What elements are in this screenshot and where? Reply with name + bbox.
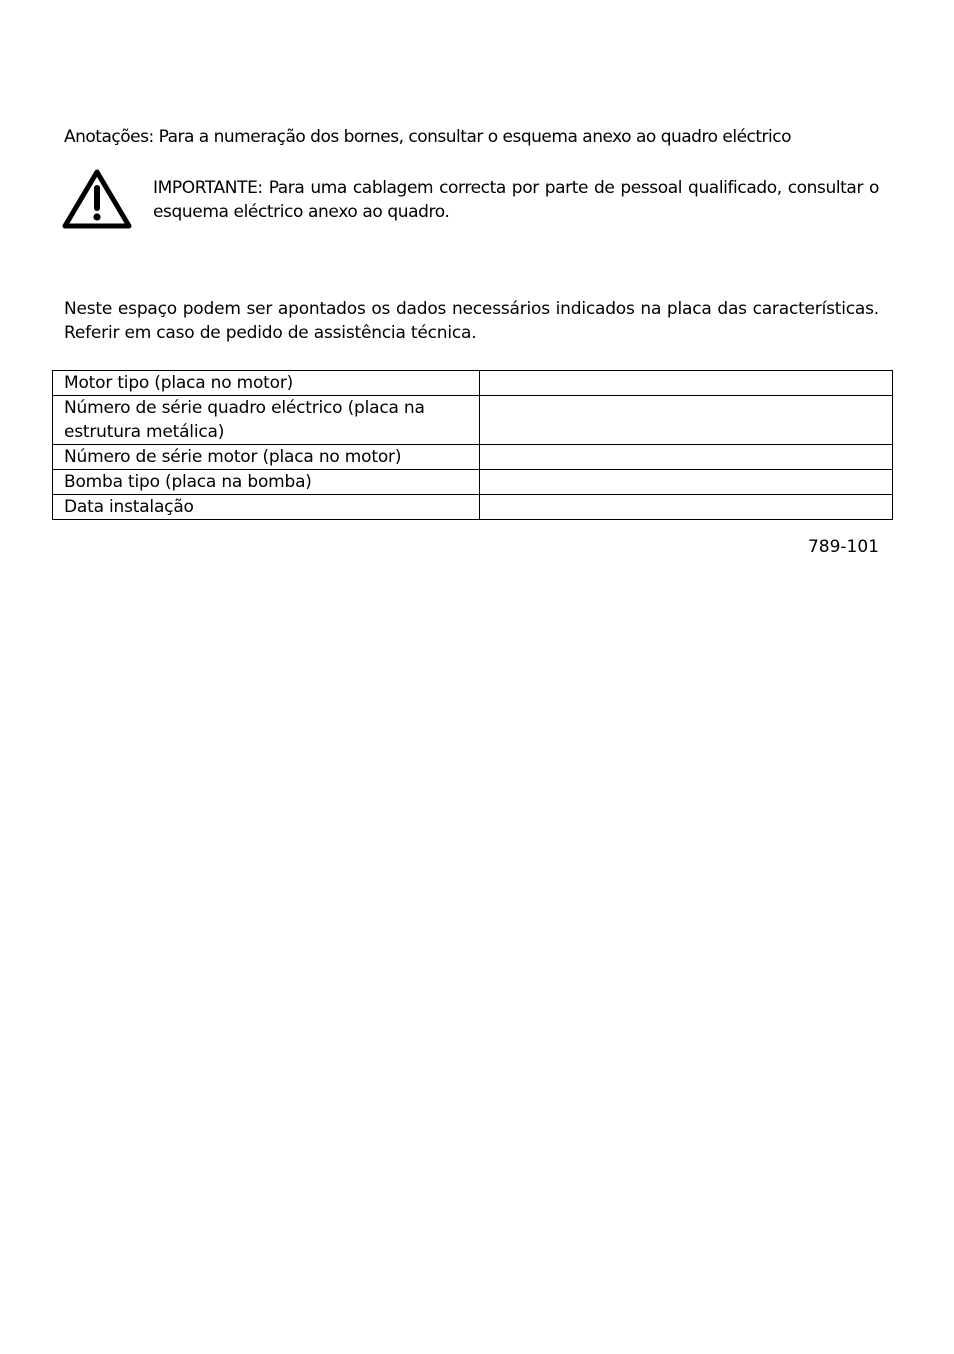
intro-paragraph: Neste espaço podem ser apontados os dados necessários indicados na placa das características. Referir em caso de pedido de assistência técnica.: [64, 299, 879, 343]
row-value-field[interactable]: [480, 371, 893, 396]
row-value-field[interactable]: [480, 396, 893, 445]
warning-triangle-icon: [62, 168, 132, 230]
table-row: [53, 470, 893, 495]
annotation-note: Anotações: Para a numeração dos bornes, consultar o esquema anexo ao quadro eléctrico: [64, 127, 791, 147]
row-value-field[interactable]: [480, 470, 893, 495]
nameplate-data-table: [52, 370, 893, 520]
row-value-field[interactable]: [480, 445, 893, 470]
document-code: 789-101: [807, 537, 879, 557]
row-label: Motor tipo (placa no motor): [53, 371, 480, 396]
row-label: Bomba tipo (placa na bomba): [53, 470, 480, 495]
table-row: [53, 495, 893, 520]
table-row: [53, 396, 893, 445]
row-label: Número de série motor (placa no motor): [53, 445, 480, 470]
row-value-field[interactable]: [480, 495, 893, 520]
important-warning-text: IMPORTANTE: Para uma cablagem correcta por parte de pessoal qualificado, consultar o esquema eléctrico anexo ao quadro.: [153, 178, 879, 222]
table-row: [53, 445, 893, 470]
row-label: Data instalação: [53, 495, 480, 520]
row-label: Número de série quadro eléctrico (placa na estrutura metálica): [53, 396, 480, 445]
table-row: [53, 371, 893, 396]
